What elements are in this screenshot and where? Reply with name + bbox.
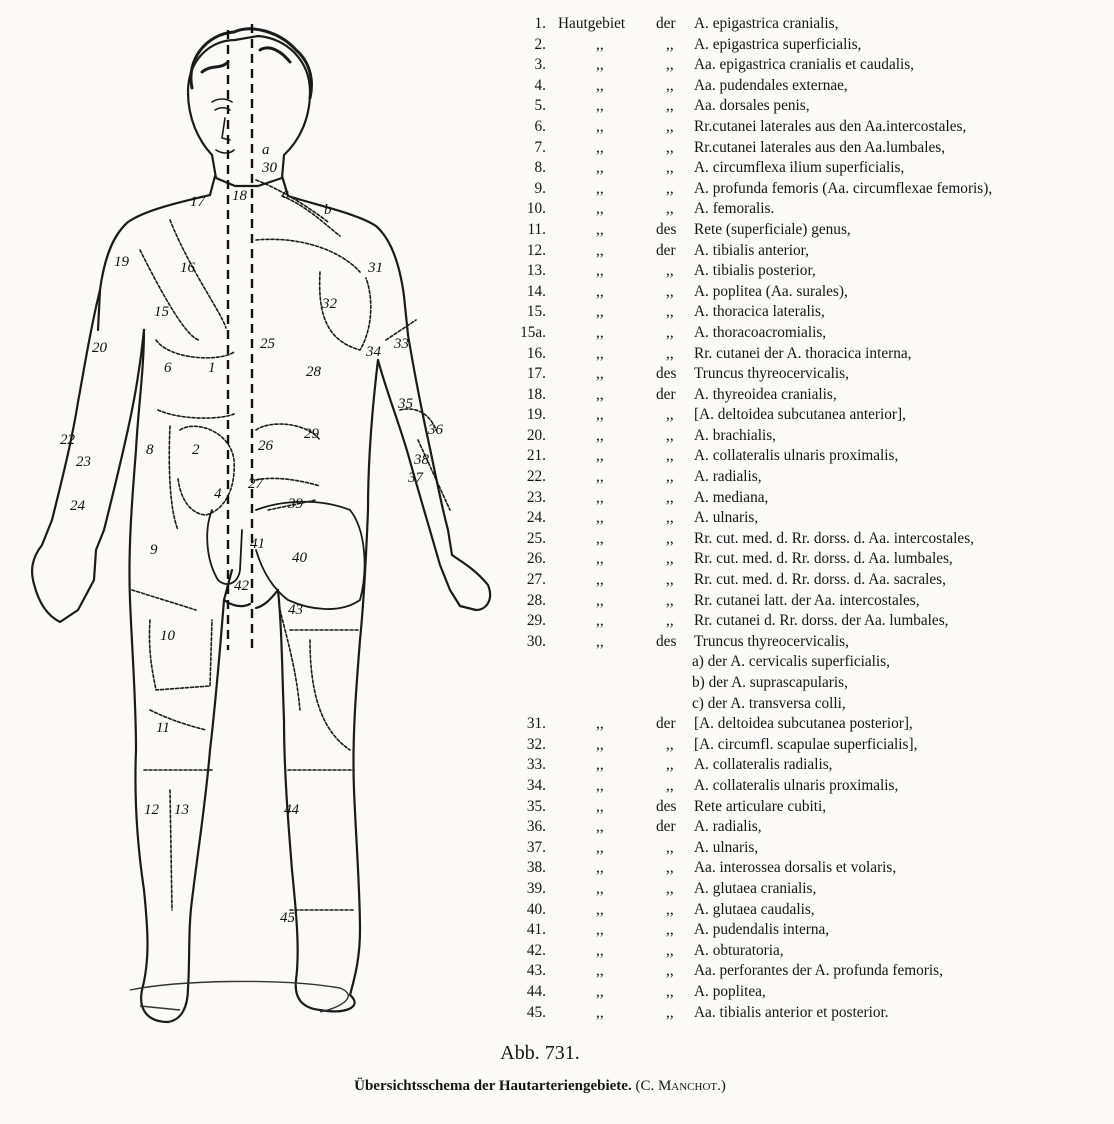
- legend-ditto: ,,: [596, 56, 604, 74]
- legend-ditto: ,,: [666, 962, 674, 980]
- region-label: 29: [304, 426, 319, 442]
- legend-row: [516, 838, 1106, 859]
- legend-ditto: ,,: [596, 715, 604, 733]
- legend-artery: Aa. epigastrica cranialis et caudalis,: [694, 56, 915, 74]
- legend-number: 24.: [526, 509, 546, 527]
- legend-row: [516, 241, 1106, 262]
- legend-number: 11.: [527, 220, 546, 238]
- legend-row: [516, 385, 1106, 406]
- legend-artery: Aa. perforantes der A. profunda femoris,: [694, 962, 943, 980]
- legend-artery: Rr. cutanei der A. thoracica interna,: [694, 344, 912, 362]
- legend-number: 15a.: [520, 323, 546, 341]
- legend-number: 31.: [526, 715, 546, 733]
- legend-ditto: ,,: [666, 262, 674, 280]
- legend-preposition: des: [656, 632, 677, 650]
- legend-preposition: des: [656, 220, 677, 238]
- region-label: 30: [262, 160, 277, 176]
- legend-row: [516, 549, 1106, 570]
- region-label: 19: [114, 254, 129, 270]
- legend-number: 28.: [526, 591, 546, 609]
- legend-row: [516, 488, 1106, 509]
- legend-number: 32.: [526, 735, 546, 753]
- legend-artery: Rr. cut. med. d. Rr. dorss. d. Aa. sacrales,: [694, 571, 946, 589]
- legend-ditto: ,,: [596, 921, 604, 939]
- legend-artery: A. epigastrica superficialis,: [694, 35, 862, 53]
- legend-ditto: ,,: [666, 97, 674, 115]
- legend-ditto: ,,: [666, 859, 674, 877]
- legend-preposition: des: [656, 365, 677, 383]
- legend-artery: [A. circumfl. scapulae superficialis],: [694, 735, 918, 753]
- legend-number: 8.: [534, 159, 546, 177]
- legend-artery: A. mediana,: [694, 488, 769, 506]
- legend-number: 36.: [526, 818, 546, 836]
- ground-shadow: [130, 981, 348, 1012]
- legend-ditto: ,,: [666, 735, 674, 753]
- legend-ditto: ,,: [596, 179, 604, 197]
- legend-ditto: ,,: [596, 426, 604, 444]
- legend-artery: A. collateralis ulnaris proximalis,: [694, 447, 899, 465]
- legend-artery: Aa. dorsales penis,: [694, 97, 810, 115]
- legend-ditto: ,,: [666, 179, 674, 197]
- region-label: 11: [156, 720, 170, 736]
- region-label: 44: [284, 802, 299, 818]
- legend-ditto: ,,: [596, 1003, 604, 1021]
- legend-ditto: ,,: [596, 323, 604, 341]
- region-label: 13: [174, 802, 189, 818]
- region-label: 9: [150, 542, 158, 558]
- legend-ditto: ,,: [666, 838, 674, 856]
- legend-number: 40.: [526, 900, 546, 918]
- legend-number: 27.: [526, 571, 546, 589]
- legend-artery: Truncus thyreocervicalis,: [694, 365, 849, 383]
- legend-row: [516, 1003, 1106, 1024]
- legend-number: 41.: [526, 921, 546, 939]
- legend-row: [516, 364, 1106, 385]
- legend-ditto: ,,: [596, 818, 604, 836]
- legend-artery: A. glutaea cranialis,: [694, 879, 817, 897]
- legend-artery: Aa. pudendales externae,: [694, 76, 848, 94]
- legend-ditto: ,,: [666, 303, 674, 321]
- legend-artery: Rr.cutanei laterales aus den Aa.lumbales,: [694, 138, 946, 156]
- legend-ditto: ,,: [596, 35, 604, 53]
- legend-ditto: ,,: [596, 756, 604, 774]
- legend-ditto: ,,: [666, 56, 674, 74]
- legend-ditto: ,,: [596, 571, 604, 589]
- legend-row: [516, 426, 1106, 447]
- legend-artery: c) der A. transversa colli,: [692, 694, 846, 712]
- region-label: 2: [192, 442, 200, 458]
- legend-number: 4.: [534, 76, 546, 94]
- legend-ditto: ,,: [666, 921, 674, 939]
- region-label: c: [282, 186, 289, 202]
- legend-ditto: ,,: [596, 241, 604, 259]
- legend-artery: Rr. cut. med. d. Rr. dorss. d. Aa. lumbales,: [694, 550, 953, 568]
- legend-artery: A. radialis,: [694, 818, 762, 836]
- legend-ditto: ,,: [596, 262, 604, 280]
- legend-ditto: ,,: [596, 406, 604, 424]
- legend-artery: A. collateralis radialis,: [694, 756, 833, 774]
- region-label: 12: [144, 802, 159, 818]
- legend-artery: A. femoralis.: [694, 200, 775, 218]
- legend-number: 43.: [526, 962, 546, 980]
- figure-title-text: Übersichtsschema der Hautarteriengebiete.: [354, 1078, 632, 1094]
- legend-row: [516, 817, 1106, 838]
- legend-ditto: ,,: [666, 550, 674, 568]
- legend-number: 12.: [526, 241, 546, 259]
- legend-ditto: ,,: [666, 344, 674, 362]
- legend-number: 29.: [526, 612, 546, 630]
- legend-row: [516, 755, 1106, 776]
- legend-artery: a) der A. cervicalis superficialis,: [692, 653, 890, 671]
- legend-number: 14.: [526, 282, 546, 300]
- legend-ditto: ,,: [596, 859, 604, 877]
- legend-number: 9.: [534, 179, 546, 197]
- legend-ditto: ,,: [596, 97, 604, 115]
- legend-preposition: der: [656, 715, 676, 733]
- region-label: 1: [208, 360, 216, 376]
- legend-row: [516, 323, 1106, 344]
- legend-artery: Truncus thyreocervicalis,: [694, 632, 849, 650]
- legend-artery: A. collateralis ulnaris proximalis,: [694, 776, 899, 794]
- legend-number: 34.: [526, 776, 546, 794]
- legend-artery: Aa. interossea dorsalis et volaris,: [694, 859, 897, 877]
- legend-number: 10.: [526, 200, 546, 218]
- legend-preposition: der: [656, 241, 676, 259]
- legend-artery: Aa. tibialis anterior et posterior.: [694, 1003, 889, 1021]
- legend-number: 37.: [526, 838, 546, 856]
- legend-ditto: ,,: [596, 509, 604, 527]
- legend-ditto: ,,: [666, 406, 674, 424]
- legend-number: 18.: [526, 385, 546, 403]
- legend-ditto: ,,: [596, 735, 604, 753]
- legend-number: 15.: [526, 303, 546, 321]
- region-label: 35: [398, 396, 413, 412]
- legend-ditto: ,,: [596, 591, 604, 609]
- legend-row: [516, 302, 1106, 323]
- legend-artery: [A. deltoidea subcutanea anterior],: [694, 406, 906, 424]
- legend-artery: Rr. cutanei latt. der Aa. intercostales,: [694, 591, 920, 609]
- legend-artery: Rete articulare cubiti,: [694, 797, 827, 815]
- legend-number: 2.: [534, 35, 546, 53]
- legend-preposition: der: [656, 15, 676, 32]
- legend-ditto: ,,: [666, 529, 674, 547]
- anatomy-figure: [20, 10, 510, 1040]
- legend-row: [516, 138, 1106, 159]
- legend-ditto: ,,: [596, 550, 604, 568]
- legend-artery: A. ulnaris,: [694, 509, 759, 527]
- legend-artery: b) der A. suprascapularis,: [692, 674, 848, 691]
- legend-number: 21.: [526, 447, 546, 465]
- legend-artery: A. poplitea,: [694, 982, 766, 1000]
- legend-ditto: ,,: [596, 385, 604, 403]
- figure-number: Abb. 731.: [500, 1042, 580, 1064]
- legend-number: 35.: [526, 797, 546, 815]
- legend-row: [516, 797, 1106, 818]
- legend-number: 19.: [526, 406, 546, 424]
- legend-ditto: ,,: [596, 200, 604, 218]
- legend-row: [516, 570, 1106, 591]
- legend-ditto: ,,: [666, 488, 674, 506]
- legend-row: [516, 199, 1106, 220]
- legend-row: [516, 179, 1106, 200]
- region-label: 36: [428, 422, 443, 438]
- genital-region: [207, 510, 242, 584]
- legend-row: [516, 879, 1106, 900]
- region-label: 26: [258, 438, 273, 454]
- region-label: a: [262, 142, 270, 158]
- region-label: 45: [280, 910, 295, 926]
- legend-row: [516, 220, 1106, 241]
- back-regions: [256, 180, 450, 910]
- legend-ditto: ,,: [596, 282, 604, 300]
- legend-ditto: ,,: [666, 591, 674, 609]
- legend-ditto: ,,: [596, 344, 604, 362]
- region-label: 40: [292, 550, 307, 566]
- legend-row: [516, 900, 1106, 921]
- legend-artery: A. profunda femoris (Aa. circumflexae femoris),: [694, 179, 993, 197]
- region-label: 28: [306, 364, 321, 380]
- legend-ditto: ,,: [666, 776, 674, 794]
- legend-row: [516, 55, 1106, 76]
- legend-preposition: des: [656, 797, 677, 815]
- legend-row: [516, 982, 1106, 1003]
- legend-number: 1.: [534, 15, 546, 32]
- legend-artery: Rr. cutanei d. Rr. dorss. der Aa. lumbales,: [694, 612, 949, 630]
- region-label: 38: [414, 452, 429, 468]
- region-label: 10: [160, 628, 175, 644]
- legend-artery: A. radialis,: [694, 468, 762, 486]
- legend-number: 38.: [526, 859, 546, 877]
- legend-row: [516, 96, 1106, 117]
- legend-ditto: ,,: [596, 159, 604, 177]
- region-label: 15: [154, 304, 169, 320]
- region-label: 23: [76, 454, 91, 470]
- legend-ditto: ,,: [596, 776, 604, 794]
- legend-row: [516, 76, 1106, 97]
- legend-ditto: ,,: [666, 571, 674, 589]
- legend-artery: A. obturatoria,: [694, 941, 784, 959]
- legend-row: [516, 920, 1106, 941]
- legend-ditto: ,,: [596, 900, 604, 918]
- legend-row: [516, 694, 1106, 715]
- legend-ditto: ,,: [596, 468, 604, 486]
- legend-ditto: ,,: [596, 138, 604, 156]
- legend-artery: A. poplitea (Aa. surales),: [694, 282, 848, 300]
- legend-artery: Rr. cut. med. d. Rr. dorss. d. Aa. intercostales,: [694, 529, 974, 547]
- legend-number: 3.: [534, 56, 546, 74]
- legend-artery: Rr.cutanei laterales aus den Aa.intercostales,: [694, 117, 967, 135]
- region-label: 4: [214, 486, 222, 502]
- legend-artery: A. circumflexa ilium superficialis,: [694, 159, 905, 177]
- region-label: 37: [408, 470, 423, 486]
- arm-right: [378, 335, 490, 610]
- legend-number: 20.: [526, 426, 546, 444]
- region-label: 34: [366, 344, 381, 360]
- legend-ditto: ,,: [596, 365, 604, 383]
- region-label: 24: [70, 498, 85, 514]
- legend-row: [516, 508, 1106, 529]
- legend-ditto: ,,: [666, 323, 674, 341]
- legend-artery: A. brachialis,: [694, 426, 776, 444]
- legend-number: 23.: [526, 488, 546, 506]
- legend-artery: A. glutaea caudalis,: [694, 900, 815, 918]
- legend-row: [516, 446, 1106, 467]
- legend-row: [516, 467, 1106, 488]
- legend-number: 30.: [526, 632, 546, 650]
- legend-row: [516, 591, 1106, 612]
- region-label: 39: [288, 496, 303, 512]
- legend-ditto: ,,: [666, 282, 674, 300]
- legend-ditto: ,,: [666, 1003, 674, 1021]
- legend-ditto: ,,: [666, 447, 674, 465]
- region-label: 43: [288, 602, 303, 618]
- legend-ditto: ,,: [666, 138, 674, 156]
- legend-ditto: ,,: [666, 35, 674, 53]
- legend-preposition: der: [656, 385, 676, 403]
- legend-artery: A. pudendalis interna,: [694, 921, 830, 939]
- legend-ditto: ,,: [666, 468, 674, 486]
- legend-ditto: ,,: [666, 509, 674, 527]
- region-label: 32: [322, 296, 337, 312]
- legend-ditto: ,,: [596, 488, 604, 506]
- legend-ditto: ,,: [596, 879, 604, 897]
- leg-left: [129, 330, 232, 1022]
- legend-number: 16.: [526, 344, 546, 362]
- legend-artery: Rete (superficiale) genus,: [694, 220, 851, 238]
- figure-title: [0, 1078, 1080, 1095]
- legend-number: 26.: [526, 550, 546, 568]
- region-label: b: [324, 202, 332, 218]
- legend-row: [516, 673, 1106, 694]
- legend-number: 5.: [534, 97, 546, 115]
- legend-number: 13.: [526, 262, 546, 280]
- legend-row: [516, 35, 1106, 56]
- legend-artery: A. thoracica lateralis,: [694, 303, 825, 321]
- region-label: 17: [190, 194, 205, 210]
- legend-row: [516, 776, 1106, 797]
- legend-ditto: ,,: [596, 117, 604, 135]
- legend-ditto: ,,: [596, 529, 604, 547]
- legend-ditto: ,,: [666, 426, 674, 444]
- legend-number: 17.: [526, 365, 546, 383]
- legend-number: 22.: [526, 468, 546, 486]
- legend-ditto: ,,: [666, 117, 674, 135]
- legend-number: 25.: [526, 529, 546, 547]
- legend-ditto: ,,: [596, 797, 604, 815]
- legend-ditto: ,,: [596, 447, 604, 465]
- legend-ditto: ,,: [666, 200, 674, 218]
- legend-ditto: ,,: [596, 612, 604, 630]
- legend-row: [516, 405, 1106, 426]
- region-label: 27: [248, 476, 263, 492]
- legend-ditto: ,,: [596, 303, 604, 321]
- face-features: [212, 99, 234, 153]
- head-outline: [188, 36, 310, 186]
- legend-ditto: ,,: [666, 76, 674, 94]
- legend-row: [516, 344, 1106, 365]
- region-label: 16: [180, 260, 195, 276]
- buttock-outline: [256, 502, 365, 609]
- legend-row: [516, 858, 1106, 879]
- region-label: 31: [368, 260, 383, 276]
- legend-ditto: ,,: [596, 962, 604, 980]
- legend-row: [516, 941, 1106, 962]
- legend-row: [516, 611, 1106, 632]
- legend-artery: A. thyreoidea cranialis,: [694, 385, 837, 403]
- legend-row: [516, 117, 1106, 138]
- region-label: 6: [164, 360, 172, 376]
- legend-artery: A. thoracoacromialis,: [694, 323, 827, 341]
- legend-ditto: ,,: [666, 879, 674, 897]
- legend-artery: A. tibialis anterior,: [694, 241, 809, 259]
- artery-legend: [516, 14, 1106, 1023]
- region-label: 18: [232, 188, 247, 204]
- region-label: 20: [92, 340, 107, 356]
- legend-number: 39.: [526, 879, 546, 897]
- legend-artery: [A. deltoidea subcutanea posterior],: [694, 715, 913, 733]
- legend-row: [516, 282, 1106, 303]
- legend-preposition: der: [656, 818, 676, 836]
- legend-ditto: ,,: [666, 756, 674, 774]
- legend-number: 6.: [534, 117, 546, 135]
- legend-artery: A. tibialis posterior,: [694, 262, 816, 280]
- region-label: 33: [394, 336, 409, 352]
- legend-row: [516, 261, 1106, 282]
- region-label: 8: [146, 442, 154, 458]
- figure-author: (C. Manchot.): [635, 1078, 726, 1094]
- legend-row: [516, 714, 1106, 735]
- legend-number: 7.: [534, 138, 546, 156]
- region-label: 41: [250, 536, 265, 552]
- region-label: 42: [234, 578, 249, 594]
- legend-ditto: ,,: [666, 900, 674, 918]
- legend-ditto: ,,: [596, 76, 604, 94]
- legend-ditto: ,,: [596, 941, 604, 959]
- legend-artery: A. ulnaris,: [694, 838, 759, 856]
- legend-ditto: ,,: [596, 838, 604, 856]
- region-label: 25: [260, 336, 275, 352]
- legend-prefix: Hautgebiet: [558, 15, 626, 32]
- legend-row: [516, 158, 1106, 179]
- legend-number: 44.: [526, 982, 546, 1000]
- legend-ditto: ,,: [666, 612, 674, 630]
- legend-number: 42.: [526, 941, 546, 959]
- legend-ditto: ,,: [596, 632, 604, 650]
- legend-row: [516, 14, 1106, 35]
- legend-row: [516, 529, 1106, 550]
- legend-ditto: ,,: [666, 159, 674, 177]
- legend-number: 33.: [526, 756, 546, 774]
- legend-ditto: ,,: [596, 982, 604, 1000]
- legend-row: [516, 735, 1106, 756]
- region-label: 22: [60, 432, 75, 448]
- legend-row: [516, 652, 1106, 673]
- legend-row: [516, 961, 1106, 982]
- legend-ditto: ,,: [666, 941, 674, 959]
- legend-ditto: ,,: [666, 982, 674, 1000]
- legend-ditto: ,,: [596, 220, 604, 238]
- legend-row: [516, 632, 1106, 653]
- legend-artery: A. epigastrica cranialis,: [694, 15, 839, 32]
- legend-number: 45.: [526, 1003, 546, 1021]
